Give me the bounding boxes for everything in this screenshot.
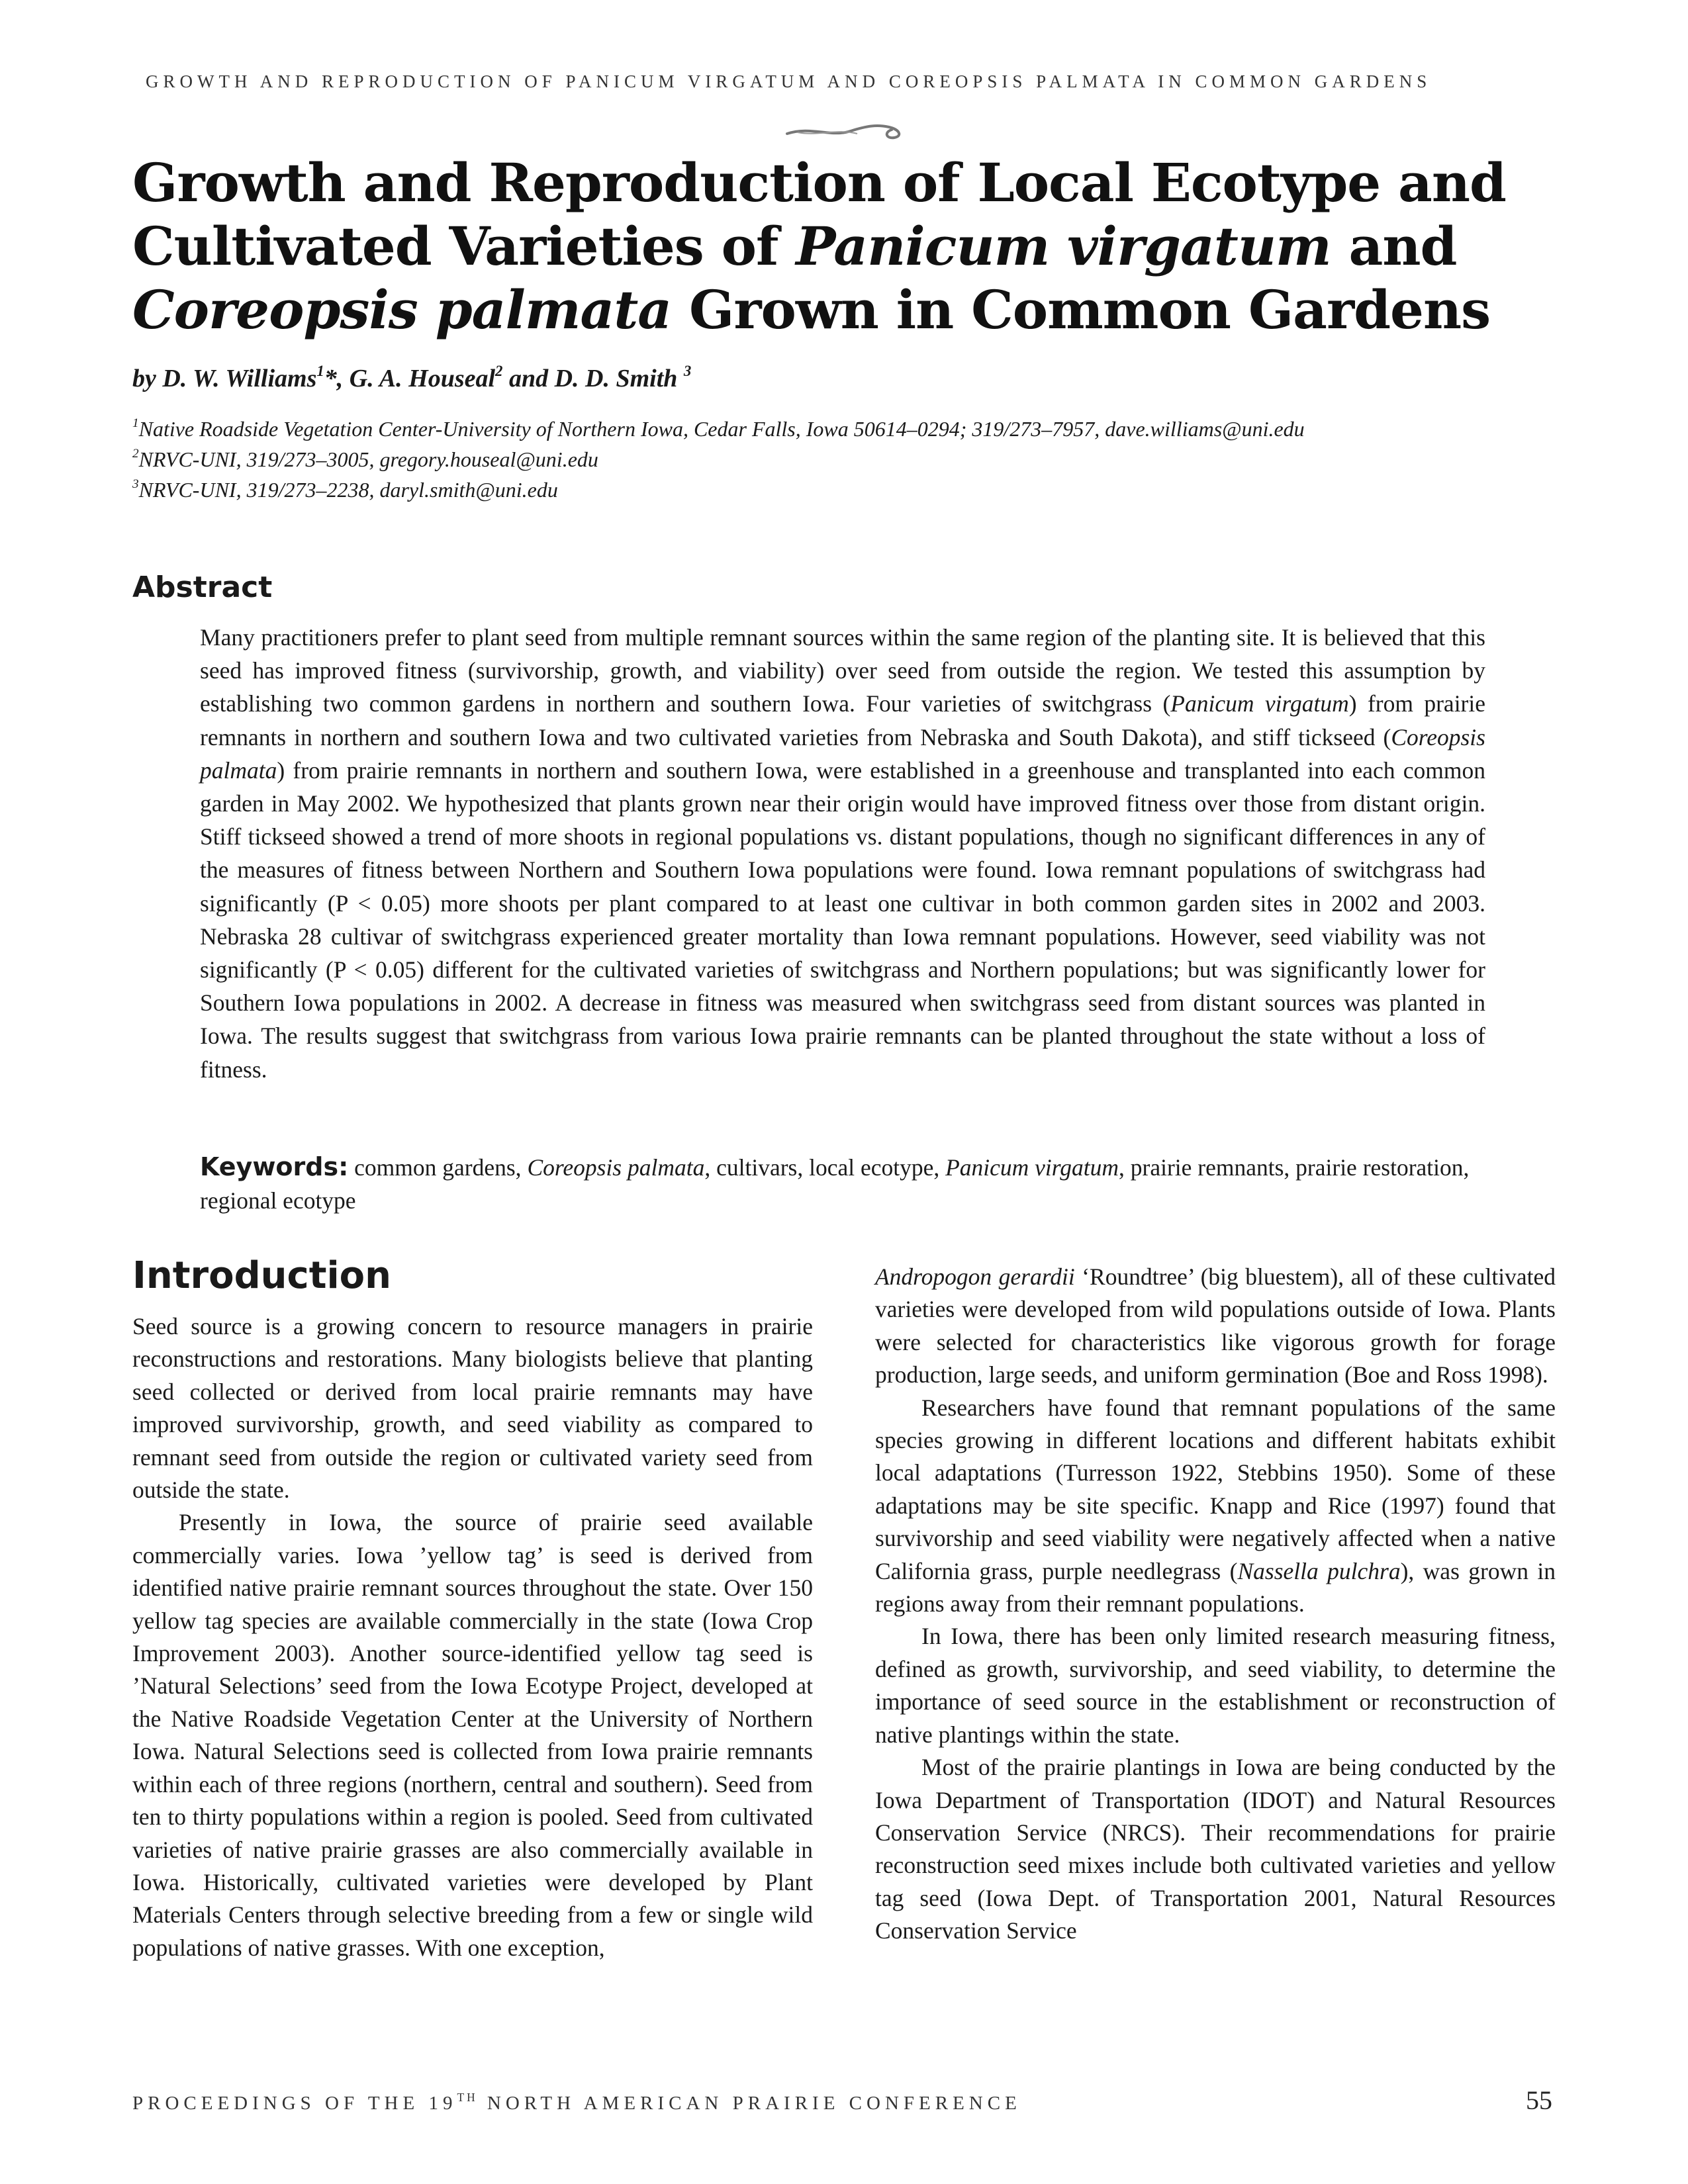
title-line-3 [132, 278, 1575, 341]
abstract-heading: Abstract [132, 570, 273, 604]
paper-title [132, 151, 1575, 341]
affiliation-marker: 2 [495, 363, 503, 380]
left-column [132, 1310, 813, 1964]
keywords-text: , cultivars, local ecotype, [704, 1154, 946, 1181]
author-text: *, G. A. Houseal [324, 365, 496, 392]
intro-paragraph-4 [875, 1392, 1556, 1621]
author-line [132, 364, 1523, 393]
species-name: Andropogon gerardii [875, 1263, 1075, 1290]
affiliation-number: 1 [132, 416, 139, 431]
affiliation-number: 2 [132, 447, 139, 461]
keywords-text: , prairie remnants, prairie restoration, regional ecotype [200, 1154, 1470, 1214]
affiliation-marker: 3 [683, 363, 692, 380]
title-text: and [1331, 215, 1457, 277]
affiliation-3 [132, 475, 1556, 505]
abstract-body [200, 621, 1485, 1086]
running-head: GROWTH AND REPRODUCTION OF PANICUM VIRGATUM AND COREOPSIS PALMATA IN COMMON GARDENS [146, 71, 1432, 91]
footer-text: NORTH AMERICAN PRAIRIE CONFERENCE [477, 2093, 1021, 2114]
footer-ordinal: TH [457, 2090, 478, 2104]
abstract-text: ) from prairie remnants in northern and southern Iowa, were established in a greenhouse and transplanted into each common garden in May 2002. We hypothesized that plants grown near their origin would have improved fitness over those from distant origin. Stiff tickseed showed a trend of more shoots in regional populations vs. distant populations, though no significant differences in any of the measures of fitness between Northern and Southern Iowa populations were found. Iowa remnant populations of switchgrass had significantly (P < 0.05) more shoots per plant compared to at least one cultivar in both common garden sites in 2002 and 2003. Nebraska 28 cultivar of switchgrass experienced greater mortality than Iowa remnant populations. However, seed viability was not significantly (P < 0.05) different for the cultivated varieties of switchgrass and Northern populations; but was significantly lower for Southern Iowa populations in 2002. A decrease in fitness was measured when switchgrass seed from distant sources was planted in Iowa. The results suggest that switchgrass from various Iowa prairie remnants can be planted throughout the state without a loss of fitness. [200, 756, 1485, 1083]
affiliation-2 [132, 444, 1556, 475]
abstract-text: Many practitioners prefer to plant seed from multiple remnant sources within the same region of the planting site. It is believed that this seed has improved fitness (survivorship, growth, and viability) over seed from outside the region. We tested this assumption by establishing two common gardens in northern and southern Iowa. Four varieties of switchgrass ( [200, 624, 1485, 717]
introduction-heading: Introduction [132, 1254, 392, 1297]
species-name: Nassella pulchra [1237, 1557, 1401, 1584]
paragraph-text: ‘Roundtree’ (big bluestem), all of these cultivated varieties were developed from wild populations outside of Iowa. Plants were selected for characteristics like vigorous growth for forage production, large seeds, and uniform germination (Boe and Ross 1998). [875, 1263, 1556, 1388]
intro-paragraph-6: Most of the prairie plantings in Iowa are being conducted by the Iowa Department of Transportation (IDOT) and Natural Resources Conservation Service (NRCS). Their recommendations for prairie reconstruction seed mixes include both cultivated varieties and yellow tag seed (Iowa Dept. of Transportation 2001, Natural Resources Conservation Service [875, 1754, 1556, 1944]
footer-proceedings [132, 2090, 1556, 2115]
title-species-coreopsis: Coreopsis palmata [132, 279, 672, 341]
title-text: Grown in Common Gardens [671, 279, 1491, 341]
author-text: by D. W. Williams [132, 365, 317, 392]
abstract-species: Panicum virgatum [1170, 690, 1349, 717]
intro-paragraph-2: Presently in Iowa, the source of prairie seed available commercially varies. Iowa ’yellow tag’ is seed is derived from identified native prairie remnant sources throughout the state. Over 150 yellow tag species are available commercially in the state (Iowa Crop Improvement 2003). Another source-identified yellow tag seed is ’Natural Selections’ seed from the Iowa Ecotype Project, developed at the Native Roadside Vegetation Center at the University of Northern Iowa. Natural Selections seed is collected from Iowa prairie remnants within each of three regions (northern, central and southern). Seed from ten to thirty populations within a region is pooled. Seed from cultivated varieties of native prairie grasses are also commercially available in Iowa. Historically, cultivated varieties were developed by Plant Materials Centers through selective breeding from a few or single wild populations of native grasses. With one exception, [132, 1509, 813, 1961]
keywords-label: Keywords: [200, 1152, 349, 1181]
affiliation-text: NRVC-UNI, 319/273–3005, gregory.houseal@uni.edu [138, 447, 598, 471]
intro-paragraph-3 [875, 1261, 1556, 1392]
paragraph-text: ), was grown in regions away from their remnant populations. [875, 1557, 1556, 1617]
keywords-text: common gardens, [348, 1154, 528, 1181]
affiliation-text: Native Roadside Vegetation Center-University of Northern Iowa, Cedar Falls, Iowa 50614–0294; 319/273–7957, dave.williams@uni.edu [138, 417, 1305, 441]
title-species-panicum: Panicum virgatum [796, 215, 1331, 277]
intro-paragraph-5: In Iowa, there has been only limited research measuring fitness, defined as growth, survivorship, and seed viability, to determine the importance of seed source in the establishment or reconstruction of native plantings within the state. [875, 1623, 1556, 1748]
affiliation-1 [132, 414, 1556, 444]
author-text: and D. D. Smith [502, 365, 684, 392]
right-column [875, 1261, 1556, 1948]
affiliation-number: 3 [132, 477, 139, 492]
affiliation-marker: 1 [316, 363, 324, 380]
title-text: Cultivated Varieties of [132, 215, 796, 277]
title-line-1: Growth and Reproduction of Local Ecotype and [132, 152, 1506, 214]
intro-paragraph-1: Seed source is a growing concern to resource managers in prairie reconstructions and restorations. Many biologists believe that planting seed collected or derived from local prairie remnants may have improved survivorship, growth, and seed viability as compared to remnant seed from outside the region or cultivated variety seed from outside the state. [132, 1313, 813, 1504]
keywords-species: Coreopsis palmata [527, 1154, 705, 1181]
keywords-species: Panicum virgatum [945, 1154, 1119, 1181]
affiliations [132, 414, 1556, 505]
abstract-text: ) from prairie remnants in northern and southern Iowa and two cultivated varieties from Nebraska and South Dakota), and stiff tickseed ( [200, 690, 1485, 751]
page-number: 55 [1526, 2085, 1552, 2115]
title-line-2 [132, 214, 1575, 278]
affiliation-text: NRVC-UNI, 319/273–2238, daryl.smith@uni.edu [138, 478, 558, 502]
footer-text: PROCEEDINGS OF THE 19 [132, 2093, 457, 2114]
paragraph-text: Researchers have found that remnant populations of the same species growing in different locations and different habitats exhibit local adaptations (Turresson 1922, Stebbins 1950). Some of these adaptations may be site specific. Knapp and Rice (1997) found that survivorship and seed viability were negatively affected when a native California grass, purple needlegrass ( [875, 1394, 1556, 1584]
ornament-flourish-icon [784, 118, 910, 144]
abstract-species: Coreopsis palmata [200, 723, 1485, 784]
keywords [200, 1150, 1485, 1217]
